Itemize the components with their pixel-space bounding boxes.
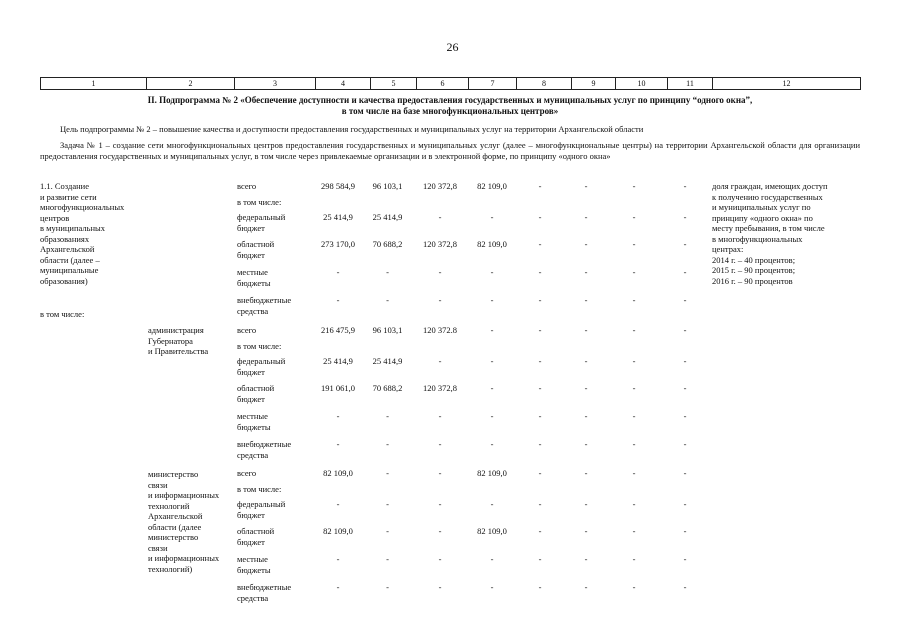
amount-cell: - (538, 499, 542, 509)
amount-cell: - (584, 212, 588, 222)
amount-cell: - (584, 295, 588, 305)
column-number: 7 (469, 78, 517, 90)
amount-cell: - (490, 212, 494, 222)
amount-cell: 70 688,2 (372, 239, 403, 249)
amount-cell: - (538, 295, 542, 305)
funding-source: в том числе: (237, 484, 282, 494)
amount-cell: - (490, 267, 494, 277)
funding-source: местные бюджеты (237, 267, 271, 288)
amount-cell: - (683, 411, 687, 421)
amount-cell: - (336, 267, 340, 277)
column-number: 4 (316, 78, 371, 90)
amount-cell: - (336, 411, 340, 421)
amount-cell: - (538, 439, 542, 449)
amount-cell: - (584, 181, 588, 191)
amount-cell: - (632, 325, 636, 335)
amount-cell: - (336, 582, 340, 592)
column-number: 12 (713, 78, 861, 90)
amount-cell: - (683, 499, 687, 509)
amount-cell: 25 414,9 (372, 212, 403, 222)
amount-cell: 120 372,8 (423, 181, 457, 191)
amount-cell: - (538, 383, 542, 393)
amount-cell: 82 109,0 (477, 181, 507, 191)
amount-cell: - (386, 267, 389, 277)
column-number: 1 (41, 78, 147, 90)
funding-source: внебюджетные средства (237, 582, 292, 603)
funding-source: федеральный бюджет (237, 356, 286, 377)
amount-cell: - (584, 582, 588, 592)
executor-name: администрация Губернатора и Правительства (148, 325, 209, 356)
amount-cell: - (490, 439, 494, 449)
amount-cell: - (336, 439, 340, 449)
amount-cell: - (538, 526, 542, 536)
task-text: Задача № 1 – создание сети многофункциональных центров предоставления государственных и муниципальных услуг (далее – многофункциональные центры) на территории Архангельской области для организации предоставления государственных и муниципальных услуг, в том числе через привлекаемые организации и в электронной форме, по принципу «одного окна» (40, 140, 860, 161)
amount-cell: - (683, 356, 687, 366)
amount-cell: - (683, 295, 687, 305)
amount-cell: - (584, 325, 588, 335)
amount-cell: 96 103,1 (372, 325, 403, 335)
amount-cell: - (632, 267, 636, 277)
column-number: 11 (668, 78, 713, 90)
amount-cell: - (538, 356, 542, 366)
amount-cell: - (683, 582, 687, 592)
funding-source: областной бюджет (237, 239, 275, 260)
funding-source: местные бюджеты (237, 411, 271, 432)
subprogram-heading (40, 95, 860, 117)
amount-cell: - (538, 325, 542, 335)
funding-source: внебюджетные средства (237, 439, 292, 460)
amount-cell: - (438, 554, 442, 564)
amount-cell: - (538, 181, 542, 191)
amount-cell: - (538, 212, 542, 222)
amount-cell: - (683, 383, 687, 393)
amount-cell: - (632, 526, 636, 536)
column-number: 6 (417, 78, 469, 90)
amount-cell: - (632, 295, 636, 305)
amount-cell: - (336, 295, 340, 305)
amount-cell: - (584, 468, 588, 478)
amount-cell: - (632, 582, 636, 592)
amount-cell: - (490, 356, 494, 366)
amount-cell: - (490, 383, 494, 393)
funding-source: федеральный бюджет (237, 212, 286, 233)
amount-cell: - (584, 383, 588, 393)
amount-cell: - (632, 411, 636, 421)
amount-cell: - (386, 554, 389, 564)
amount-cell: 82 109,0 (477, 526, 507, 536)
funding-source: всего (237, 325, 257, 335)
amount-cell: 25 414,9 (323, 212, 353, 222)
measure-name: 1.1. Создание и развитие сети многофункциональных центров в муниципальных образованиях Архангельской области (далее – муниципальные образования) (40, 181, 125, 286)
amount-cell: 273 170,0 (321, 239, 355, 249)
amount-cell: - (386, 526, 389, 536)
amount-cell: - (538, 582, 542, 592)
amount-cell: - (438, 468, 442, 478)
funding-source: в том числе: (237, 197, 282, 207)
amount-cell: - (632, 356, 636, 366)
amount-cell: 216 475,9 (321, 325, 355, 335)
funding-source: местные бюджеты (237, 554, 271, 575)
funding-source: всего (237, 468, 257, 478)
amount-cell: - (683, 267, 687, 277)
amount-cell: 298 584,9 (321, 181, 355, 191)
amount-cell: - (490, 325, 494, 335)
amount-cell: - (683, 554, 687, 564)
amount-cell: - (386, 582, 389, 592)
funding-source: областной бюджет (237, 526, 275, 547)
amount-cell: - (683, 439, 687, 449)
amount-cell: - (683, 526, 687, 536)
amount-cell: - (538, 267, 542, 277)
column-number: 5 (371, 78, 417, 90)
amount-cell: - (632, 499, 636, 509)
amount-cell: - (683, 212, 687, 222)
amount-cell: - (683, 181, 687, 191)
amount-cell: - (683, 468, 687, 478)
amount-cell: - (632, 439, 636, 449)
amount-cell: - (683, 325, 687, 335)
amount-cell: 82 109,0 (477, 239, 507, 249)
amount-cell: - (490, 554, 494, 564)
amount-cell: - (386, 468, 389, 478)
amount-cell: 120 372,8 (423, 383, 457, 393)
amount-cell: 70 688,2 (372, 383, 403, 393)
amount-cell: - (438, 526, 442, 536)
column-number-row (40, 77, 861, 90)
subprogram-heading-line1: II. Подпрограмма № 2 «Обеспечение доступности и качества предоставления государственных и муниципальных услуг по принципу “одного окна”, (147, 95, 753, 105)
page-number: 26 (446, 40, 459, 54)
amount-cell: - (584, 411, 588, 421)
amount-cell: - (538, 468, 542, 478)
amount-cell: 191 061,0 (321, 383, 355, 393)
subprogram-heading-line2: в том числе на базе многофункциональных центров» (341, 106, 559, 116)
amount-cell: - (438, 439, 442, 449)
column-number: 9 (572, 78, 616, 90)
amount-cell: 82 109,0 (477, 468, 507, 478)
amount-cell: - (632, 239, 636, 249)
funding-source: всего (237, 181, 257, 191)
amount-cell: - (584, 267, 588, 277)
amount-cell: - (386, 499, 389, 509)
amount-cell: - (438, 499, 442, 509)
amount-cell: - (438, 212, 442, 222)
amount-cell: - (336, 554, 340, 564)
amount-cell: - (490, 411, 494, 421)
amount-cell: - (584, 526, 588, 536)
amount-cell: - (632, 554, 636, 564)
column-number: 2 (147, 78, 235, 90)
amount-cell: - (584, 439, 588, 449)
amount-cell: - (438, 411, 442, 421)
amount-cell: - (490, 295, 494, 305)
amount-cell: - (386, 411, 389, 421)
amount-cell: - (490, 582, 494, 592)
funding-source: федеральный бюджет (237, 499, 286, 520)
amount-cell: - (683, 239, 687, 249)
funding-source: внебюджетные средства (237, 295, 292, 316)
amount-cell: - (632, 212, 636, 222)
amount-cell: - (336, 499, 340, 509)
amount-cell: - (584, 356, 588, 366)
amount-cell: - (538, 411, 542, 421)
measure-including-label: в том числе: (40, 309, 85, 319)
amount-cell: - (632, 468, 636, 478)
amount-cell: 120 372.8 (423, 325, 457, 335)
column-number: 10 (616, 78, 668, 90)
amount-cell: - (386, 295, 389, 305)
amount-cell: - (438, 356, 442, 366)
amount-cell: - (438, 267, 442, 277)
amount-cell: - (584, 499, 588, 509)
amount-cell: 25 414,9 (323, 356, 353, 366)
amount-cell: - (438, 295, 442, 305)
amount-cell: 25 414,9 (372, 356, 403, 366)
amount-cell: - (438, 582, 442, 592)
amount-cell: 82 109,0 (323, 468, 353, 478)
amount-cell: 82 109,0 (323, 526, 353, 536)
amount-cell: - (632, 181, 636, 191)
goal-text: Цель подпрограммы № 2 – повышение качества и доступности предоставления государственных и муниципальных услуг на территории Архангельской области (60, 124, 644, 134)
amount-cell: - (538, 554, 542, 564)
amount-cell: - (538, 239, 542, 249)
funding-source: в том числе: (237, 341, 282, 351)
column-number: 8 (517, 78, 572, 90)
amount-cell: - (490, 499, 494, 509)
amount-cell: 120 372,8 (423, 239, 457, 249)
amount-cell: - (584, 239, 588, 249)
target-indicator: доля граждан, имеющих доступ к получению государственных и муниципальных услуг по принципу «одного окна» по месту пребывания, в том числе в многофункциональных центрах: 2014 г. – 40 процентов; 2015 г. – 90 процентов; 2016 г. – 90 процентов (712, 181, 828, 286)
funding-source: областной бюджет (237, 383, 275, 404)
amount-cell: - (584, 554, 588, 564)
executor-name: министерство связи и информационных технологий Архангельской области (далее министерство связи и информационных технологий) (148, 469, 220, 574)
amount-cell: 96 103,1 (372, 181, 403, 191)
column-number: 3 (235, 78, 316, 90)
amount-cell: - (386, 439, 389, 449)
amount-cell: - (632, 383, 636, 393)
